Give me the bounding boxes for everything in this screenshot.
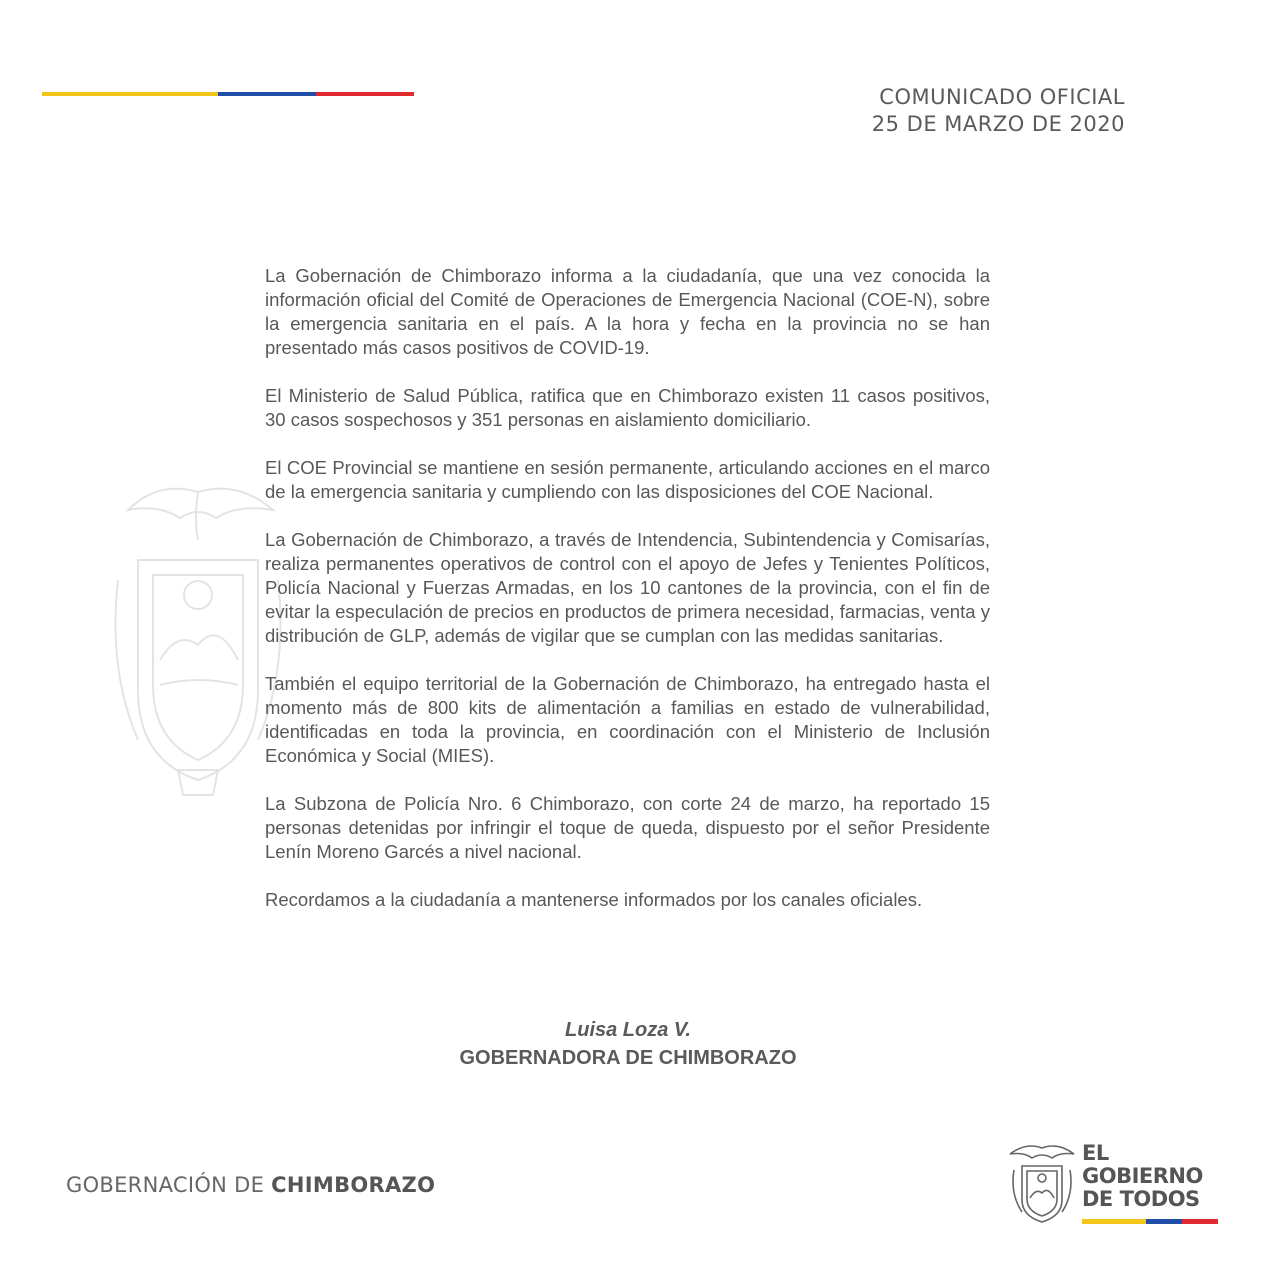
flag-bar-red	[316, 92, 414, 96]
paragraph: También el equipo territorial de la Gobernación de Chimborazo, ha entregado hasta el momento más de 800 kits de alimentación a familias en estado de vulnerabilidad, identificadas en toda la provincia, en coordinación con el Ministerio de Inclusión Económica y Social (MIES).	[265, 673, 990, 766]
paragraph: El Ministerio de Salud Pública, ratifica que en Chimborazo existen 11 casos positivos, 30 casos sospechosos y 351 personas en aislamiento domiciliario.	[265, 385, 990, 430]
flag-bar-blue	[218, 92, 316, 96]
paragraph: La Gobernación de Chimborazo informa a la ciudadanía, que una vez conocida la información oficial del Comité de Operaciones de Emergencia Nacional (COE-N), sobre la emergencia sanitaria en el país. A la hora y fecha en la provincia no se han presentado más casos positivos de COVID-19.	[265, 265, 990, 358]
logo-text	[1082, 1142, 1203, 1211]
gobierno-de-todos-logo	[1006, 1142, 1216, 1226]
signature-block	[0, 1016, 1256, 1072]
flag-bar-yellow	[42, 92, 218, 96]
coat-of-arms-icon	[1006, 1142, 1078, 1231]
footer-org-name: CHIMBORAZO	[271, 1173, 436, 1197]
logo-bar-red	[1182, 1219, 1218, 1224]
logo-bar-yellow	[1082, 1219, 1146, 1224]
logo-line-2: GOBIERNO	[1082, 1164, 1203, 1188]
logo-bar-blue	[1146, 1219, 1182, 1224]
signatory-title: GOBERNADORA DE CHIMBORAZO	[459, 1047, 797, 1069]
footer-organization	[66, 1173, 435, 1197]
communique-title: COMUNICADO OFICIAL	[879, 85, 1125, 109]
logo-line-3: DE TODOS	[1082, 1187, 1200, 1211]
communique-body	[265, 264, 990, 936]
paragraph: Recordamos a la ciudadanía a mantenerse informados por los canales oficiales.	[265, 889, 923, 910]
paragraph: La Gobernación de Chimborazo, a través de Intendencia, Subintendencia y Comisarías, realiza permanentes operativos de control con el apoyo de Jefes y Tenientes Políticos, Policía Nacional y Fuerzas Armadas, en los 10 cantones de la provincia, con el fin de evitar la especulación de precios en productos de primera necesidad, farmacias, venta y distribución de GLP, además de vigilar que se cumplan con las medidas sanitarias.	[265, 529, 990, 646]
paragraph: El COE Provincial se mantiene en sesión permanente, articulando acciones en el marco de la emergencia sanitaria y cumpliendo con las disposiciones del COE Nacional.	[265, 457, 990, 502]
footer-org-prefix: GOBERNACIÓN DE	[66, 1173, 272, 1197]
header	[872, 84, 1125, 138]
logo-line-1: EL	[1082, 1141, 1109, 1165]
paragraph: La Subzona de Policía Nro. 6 Chimborazo, con corte 24 de marzo, ha reportado 15 personas detenidas por infringir el toque de queda, dispuesto por el señor Presidente Lenín Moreno Garcés a nivel nacional.	[265, 793, 990, 862]
communique-date: 25 DE MARZO DE 2020	[871, 112, 1125, 136]
signatory-name: Luisa Loza V.	[565, 1019, 691, 1041]
